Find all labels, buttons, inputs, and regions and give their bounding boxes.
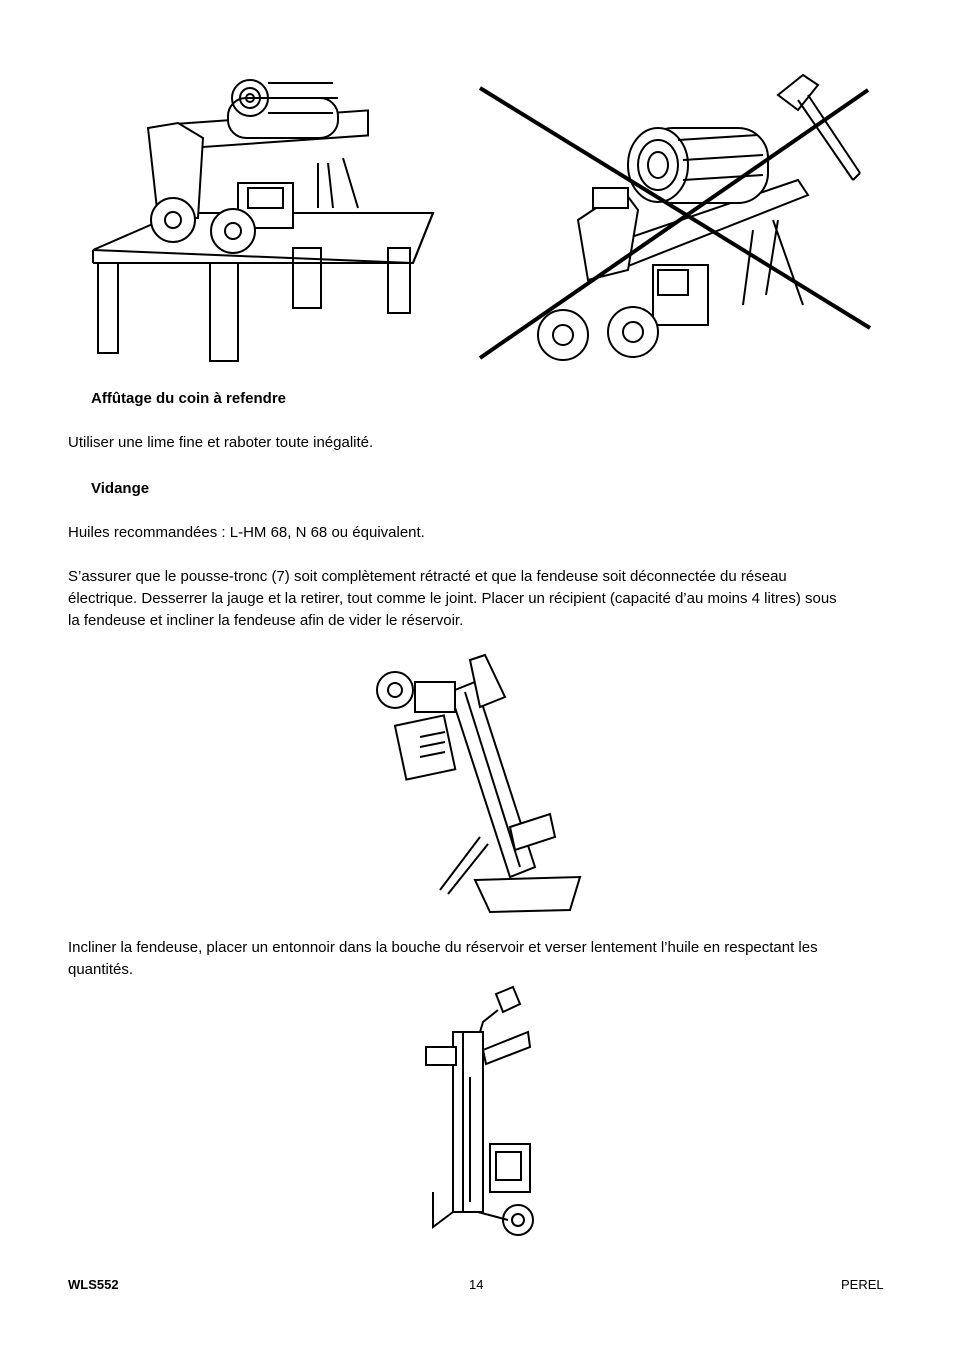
heading-drain: Vidange bbox=[91, 480, 150, 497]
paragraph-drain-line: la fendeuse et incliner la fendeuse afin de vider le réservoir. bbox=[68, 612, 464, 629]
footer-brand: PEREL bbox=[841, 1277, 884, 1292]
footer-model: WLS552 bbox=[68, 1277, 119, 1292]
paragraph-drain-line: S’assurer que le pousse-tronc (7) soit complètement rétracté et que la fendeuse soit déconnectée du réseau bbox=[68, 568, 787, 585]
paragraph-drain-line: électrique. Desserrer la jauge et la retirer, tout comme le joint. Placer un récipient (capacité d’au moins 4 litres) sous bbox=[68, 590, 837, 607]
paragraph-fill bbox=[68, 937, 908, 981]
paragraph-sharpen: Utiliser une lime fine et raboter toute inégalité. bbox=[68, 434, 374, 451]
paragraph-fill-line: quantités. bbox=[68, 961, 134, 978]
drain-tilted-illustration bbox=[370, 652, 585, 917]
paragraph-fill-line: Incliner la fendeuse, placer un entonnoir dans la bouche du réservoir et verser lentement l’huile en respectant les bbox=[68, 939, 818, 956]
paragraph-oils: Huiles recommandées : L-HM 68, N 68 ou équivalent. bbox=[68, 524, 425, 541]
refill-upright-illustration bbox=[418, 982, 543, 1242]
paragraph-drain bbox=[68, 566, 908, 632]
splitter-on-table-illustration bbox=[88, 68, 438, 368]
footer-page-number: 14 bbox=[469, 1277, 484, 1292]
heading-sharpen: Affûtage du coin à refendre bbox=[91, 390, 287, 407]
splitter-forbidden-illustration bbox=[478, 70, 873, 370]
